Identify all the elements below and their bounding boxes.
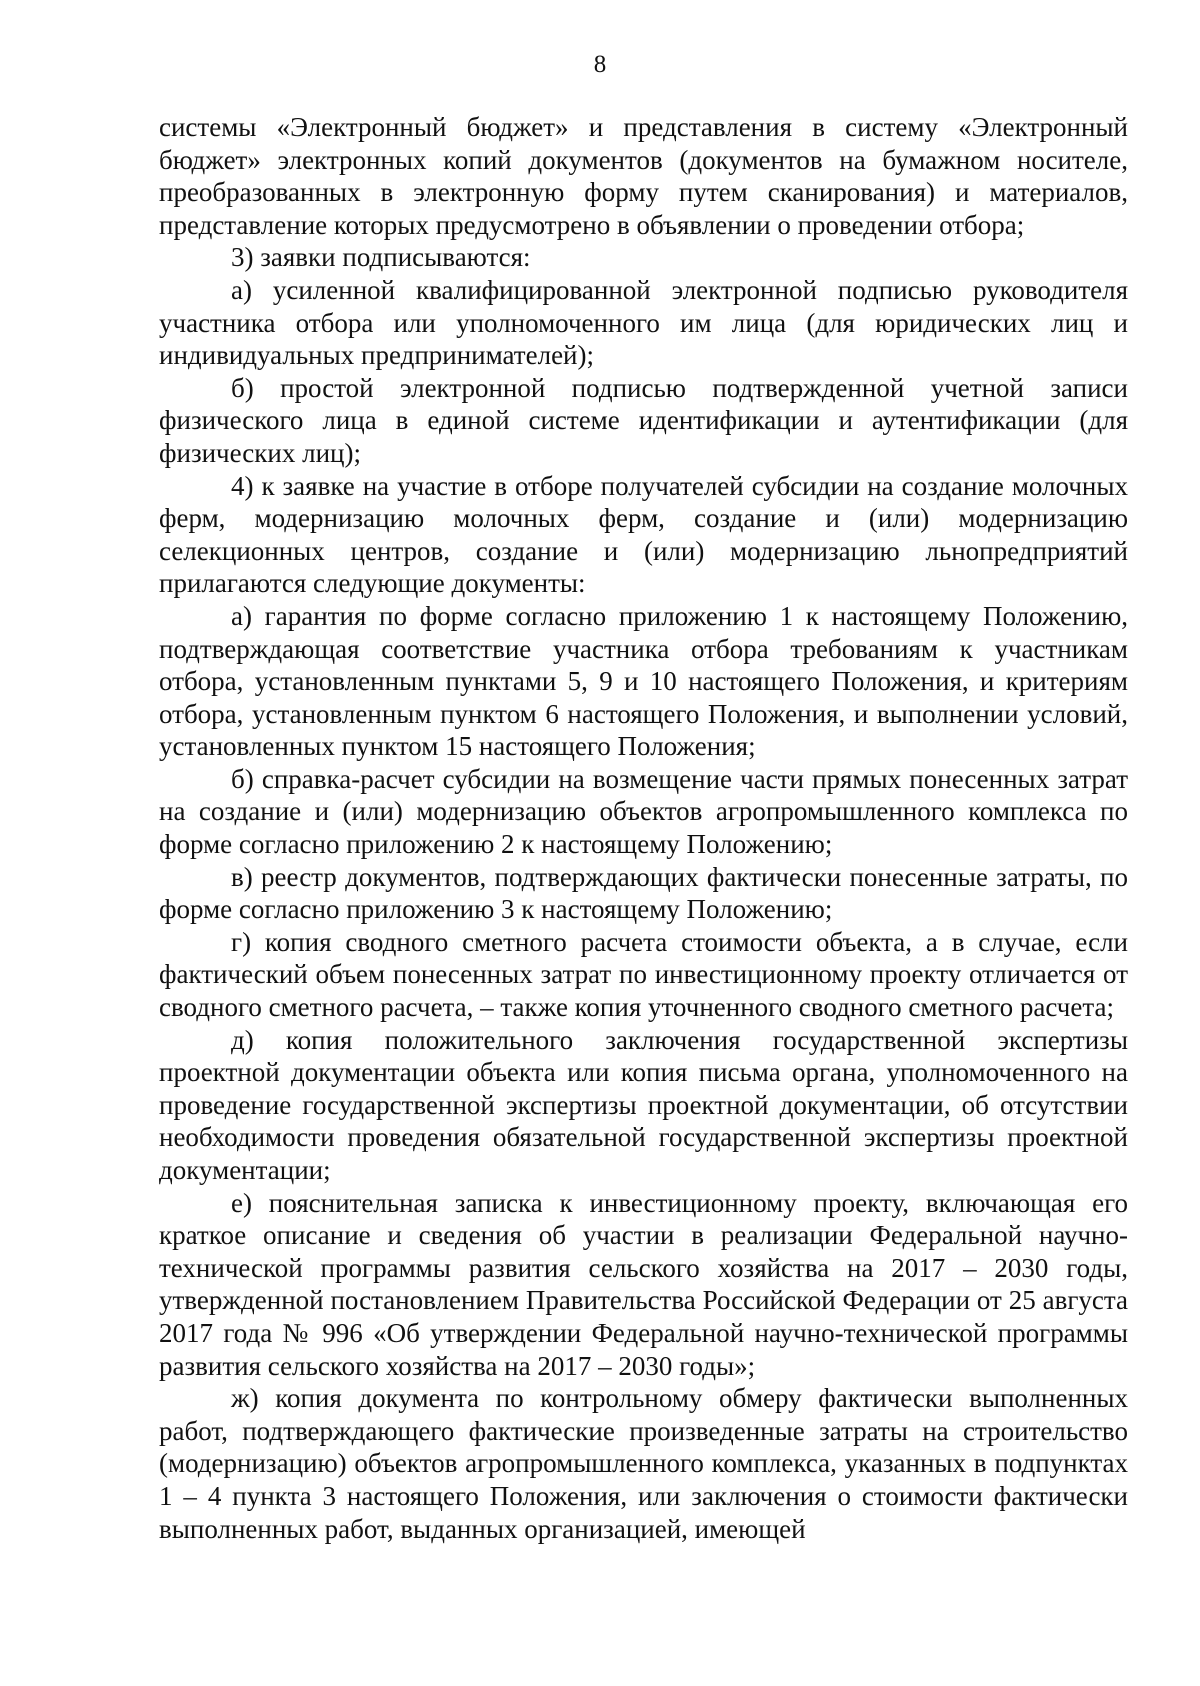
paragraph-item-4g: г) копия сводного сметного расчета стоимости объекта, а в случае, если фактический объем понесенных затрат по инвестиционному проекту отличается от сводного сметного расчета, – также копия уточненного сводного сметного расчета; — [159, 926, 1128, 1023]
paragraph-continuation: системы «Электронный бюджет» и представления в систему «Электронный бюджет» электронных копий документов (документов на бумажном носителе, преобразованных в электронную форму путем сканирования) и материалов, представление которых предусмотрено в объявлении о проведении отбора; — [159, 112, 1128, 240]
paragraph-item-3a: а) усиленной квалифицированной электронной подписью руководителя участника отбора или уполномоченного им лица (для юридических лиц и индивидуальных предпринимателей); — [159, 274, 1128, 371]
paragraph-item-4a: а) гарантия по форме согласно приложению 1 к настоящему Положению, подтверждающая соответствие участника отбора требованиям к участникам отбора, установленным пунктами 5, 9 и 10 настоящего Положения, и критериям отбора, установленным пунктом 6 настоящего Положения, и выполнении условий, установленных пунктом 15 настоящего Положения; — [159, 600, 1128, 762]
paragraph-item-4zh: ж) копия документа по контрольному обмеру фактически выполненных работ, подтверждающего фактические произведенные затраты на строительство (модернизацию) объектов агропромышленного комплекса, указанных в подпунктах 1 – 4 пункта 3 настоящего Положения, или заключения о стоимости фактически выполненных работ, выданных организацией, имеющей — [159, 1383, 1128, 1544]
document-body — [159, 111, 1128, 1545]
paragraph-item-4e: е) пояснительная записка к инвестиционному проекту, включающая его краткое описание и сведения об участии в реализации Федеральной научно-технической программы развития сельского хозяйства на 2017 – 2030 годы, утвержденной постановлением Правительства Российской Федерации от 25 августа 2017 года № 996 «Об утверждении Федеральной научно-технической программы развития сельского хозяйства на 2017 – 2030 годы»; — [159, 1187, 1128, 1381]
page-number: 8 — [593, 51, 607, 78]
paragraph-item-4b: б) справка-расчет субсидии на возмещение части прямых понесенных затрат на создание и (или) модернизацию объектов агропромышленного комплекса по форме согласно приложению 2 к настоящему Положению; — [159, 763, 1128, 860]
paragraph-item-3b: б) простой электронной подписью подтвержденной учетной записи физического лица в единой системе идентификации и аутентификации (для физических лиц); — [159, 372, 1128, 468]
paragraph-item-3: 3) заявки подписываются: — [231, 242, 531, 273]
paragraph-item-4v: в) реестр документов, подтверждающих фактически понесенные затраты, по форме согласно приложению 3 к настоящему Положению; — [159, 861, 1128, 925]
paragraph-item-4d: д) копия положительного заключения государственной экспертизы проектной документации объекта или копия письма органа, уполномоченного на проведение государственной экспертизы проектной документации, об отсутствии необходимости проведения обязательной государственной экспертизы проектной документации; — [159, 1024, 1128, 1185]
paragraph-item-4: 4) к заявке на участие в отборе получателей субсидии на создание молочных ферм, модернизацию молочных ферм, создание и (или) модернизацию селекционных центров, создание и (или) модернизацию льнопредприятий прилагаются следующие документы: — [159, 470, 1128, 599]
